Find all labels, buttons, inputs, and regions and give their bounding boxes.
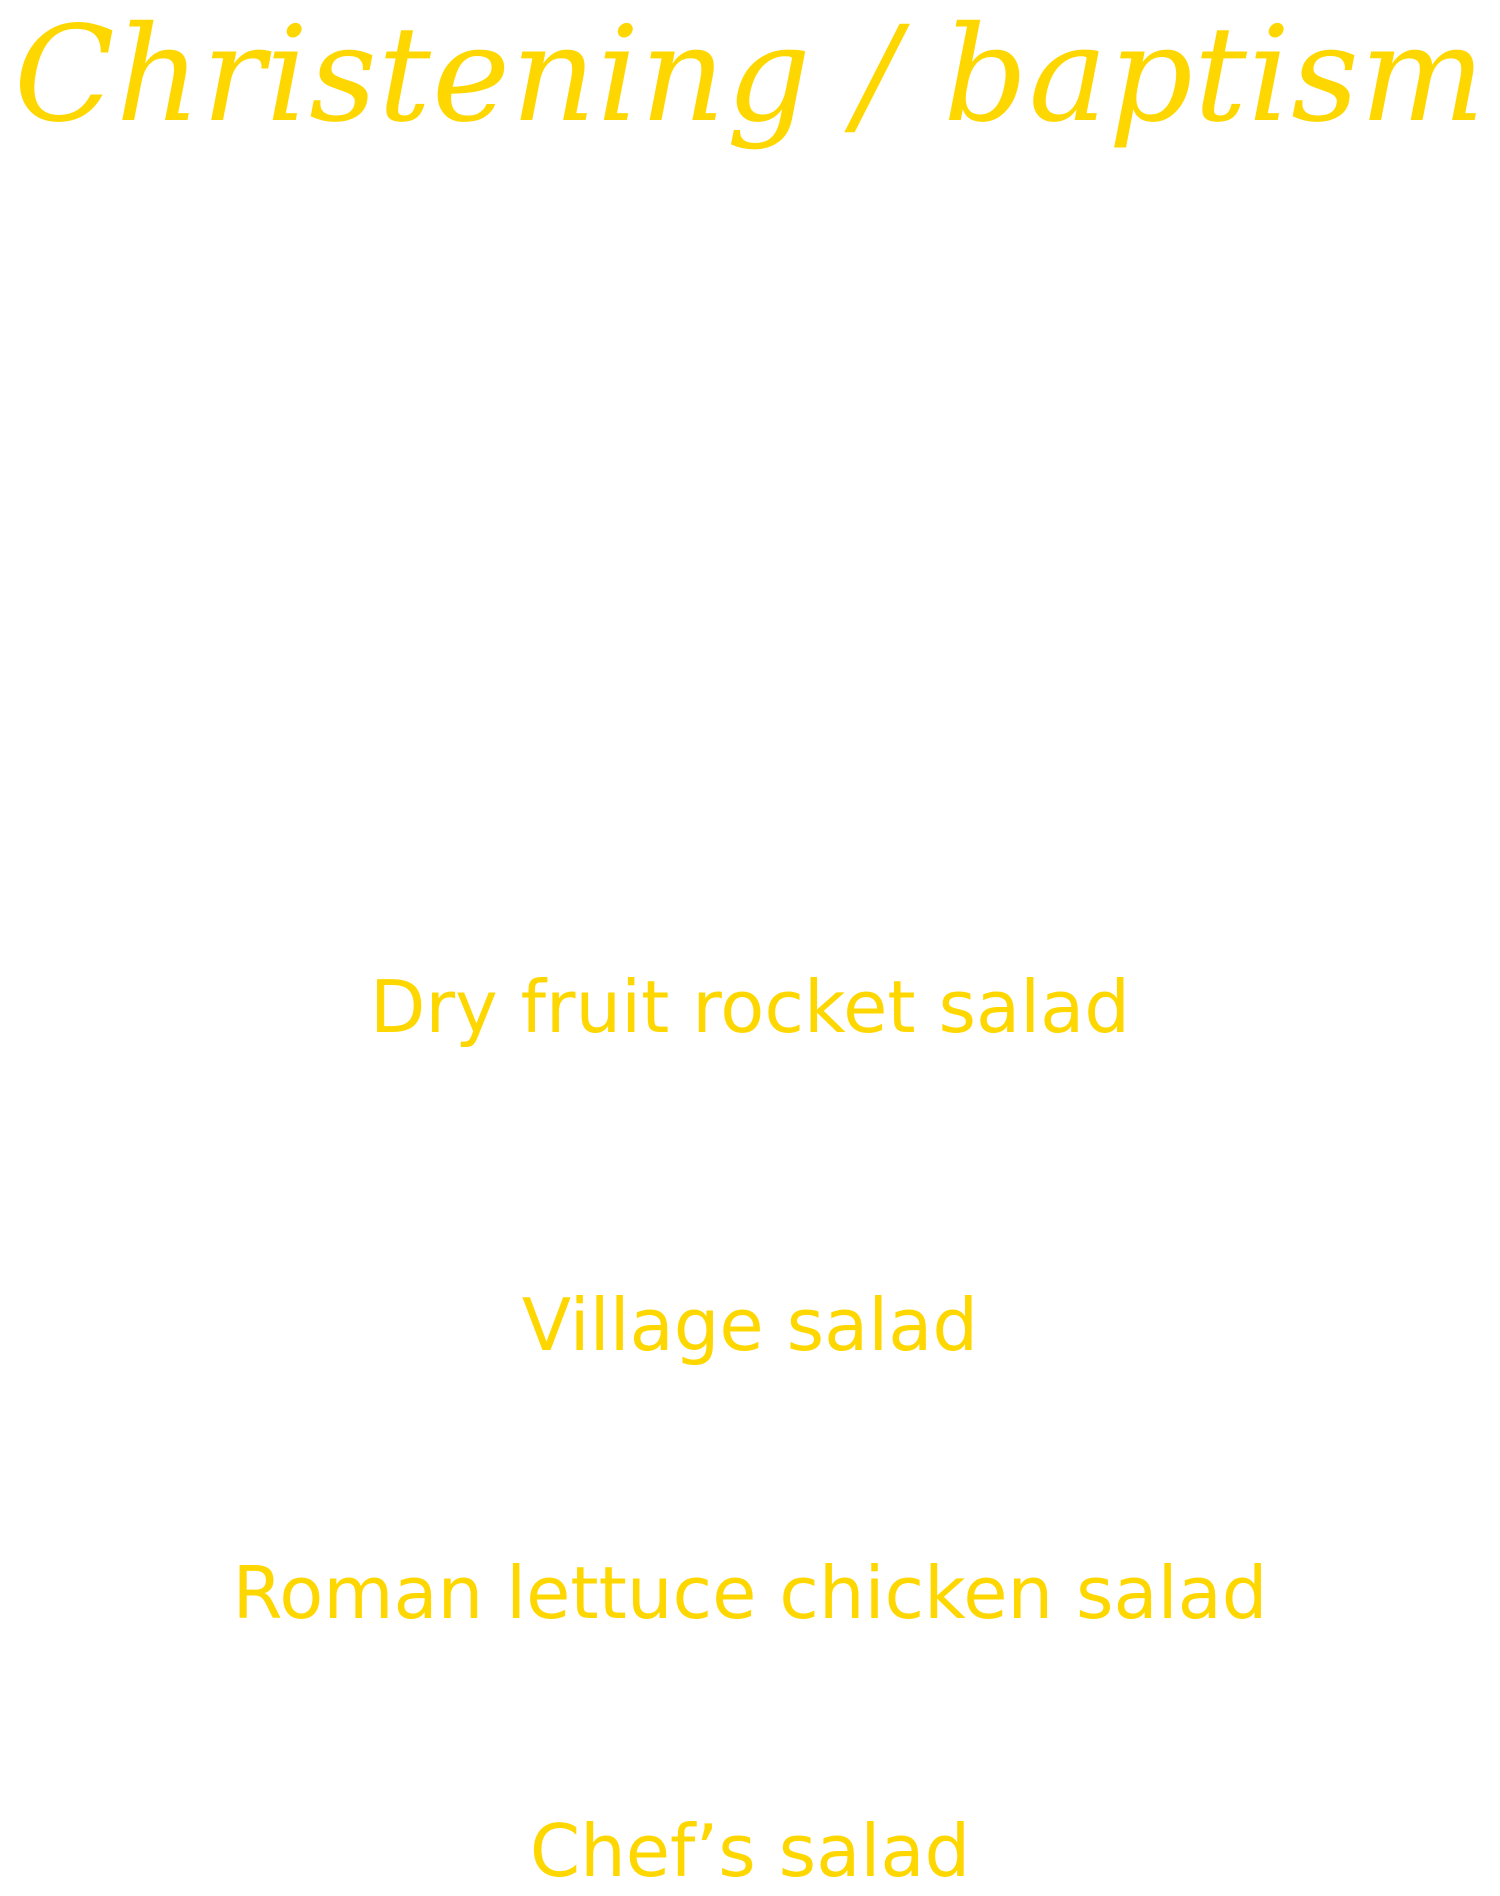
menu-item-dry-fruit-rocket-salad: Dry fruit rocket salad [370,965,1130,1049]
menu-item-village-salad: Village salad [521,1283,979,1367]
menu-title: Christening / baptism [13,0,1487,152]
menu-item-chefs-salad: Chef’s salad [529,1809,971,1893]
menu-item-roman-lettuce-chicken-salad: Roman lettuce chicken salad [232,1551,1268,1635]
